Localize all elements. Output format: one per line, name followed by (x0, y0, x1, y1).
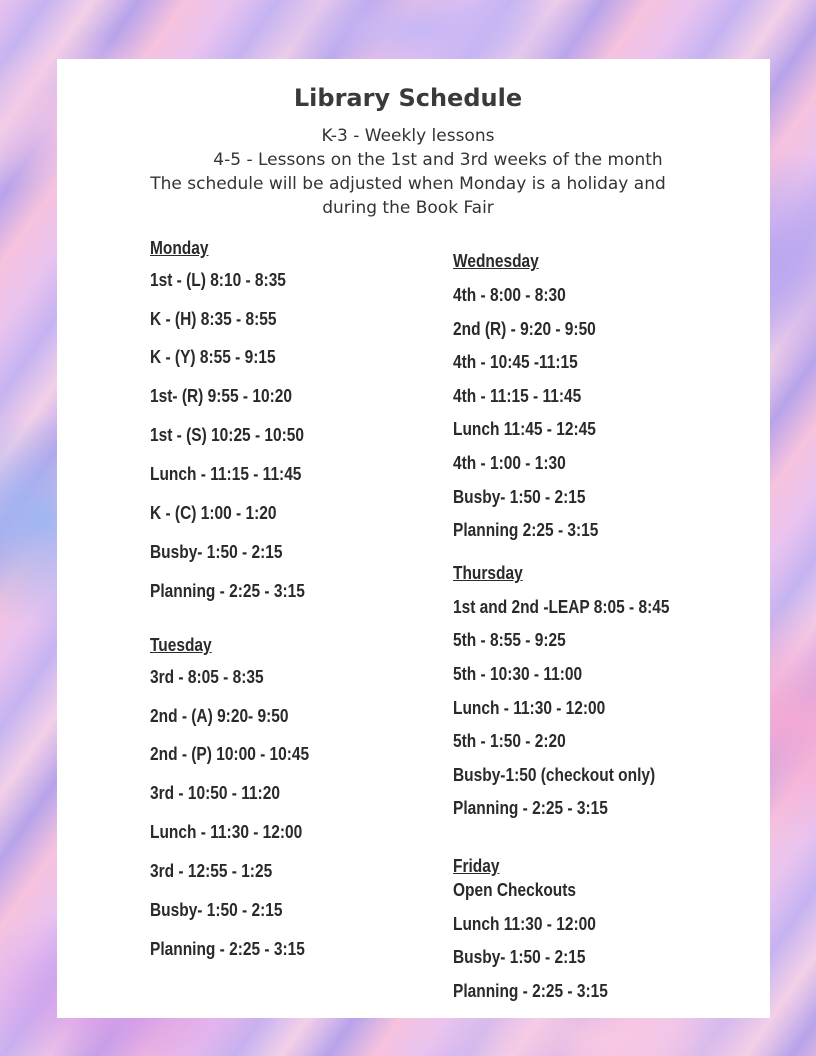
intro-line-holiday: The schedule will be adjusted when Monday is a holiday and (150, 174, 666, 194)
thursday-item: 5th - 1:50 - 2:20 (453, 731, 566, 751)
thursday-item: 1st and 2nd -LEAP 8:05 - 8:45 (453, 597, 670, 617)
wednesday-item: 4th - 8:00 - 8:30 (453, 285, 566, 305)
monday-item: 1st - (L) 8:10 - 8:35 (150, 270, 286, 290)
tuesday-heading: Tuesday (150, 635, 212, 655)
tuesday-item: 3rd - 10:50 - 11:20 (150, 783, 280, 803)
wednesday-item: Busby- 1:50 - 2:15 (453, 487, 586, 507)
monday-item: Planning - 2:25 - 3:15 (150, 581, 305, 601)
monday-item: Lunch - 11:15 - 11:45 (150, 464, 302, 484)
thursday-item: Busby-1:50 (checkout only) (453, 765, 656, 785)
friday-heading: Friday (453, 856, 500, 876)
wednesday-item: Lunch 11:45 - 12:45 (453, 419, 596, 439)
monday-item: 1st - (S) 10:25 - 10:50 (150, 425, 305, 445)
monday-item: Busby- 1:50 - 2:15 (150, 542, 283, 562)
tuesday-item: Planning - 2:25 - 3:15 (150, 939, 305, 959)
intro-line-bookfair: during the Book Fair (322, 198, 494, 218)
monday-item: K - (C) 1:00 - 1:20 (150, 503, 277, 523)
tuesday-item: 3rd - 12:55 - 1:25 (150, 861, 273, 881)
intro-line-45: 4-5 - Lessons on the 1st and 3rd weeks of the month (213, 150, 663, 170)
monday-item: K - (H) 8:35 - 8:55 (150, 309, 277, 329)
monday-heading: Monday (150, 238, 209, 258)
tuesday-item: Busby- 1:50 - 2:15 (150, 900, 283, 920)
friday-item: Open Checkouts (453, 880, 577, 900)
tuesday-item: 3rd - 8:05 - 8:35 (150, 667, 264, 687)
wednesday-item: 4th - 1:00 - 1:30 (453, 453, 566, 473)
wednesday-item: Planning 2:25 - 3:15 (453, 520, 599, 540)
thursday-item: Planning - 2:25 - 3:15 (453, 798, 608, 818)
intro-line-k3: K-3 - Weekly lessons (321, 126, 495, 146)
friday-item: Busby- 1:50 - 2:15 (453, 947, 586, 967)
thursday-item: 5th - 10:30 - 11:00 (453, 664, 583, 684)
thursday-heading: Thursday (453, 563, 523, 583)
monday-item: 1st- (R) 9:55 - 10:20 (150, 386, 292, 406)
wednesday-item: 4th - 11:15 - 11:45 (453, 386, 582, 406)
thursday-item: 5th - 8:55 - 9:25 (453, 630, 566, 650)
wednesday-heading: Wednesday (453, 251, 539, 271)
friday-item: Lunch 11:30 - 12:00 (453, 914, 596, 934)
friday-item: Planning - 2:25 - 3:15 (453, 981, 608, 1001)
thursday-item: Lunch - 11:30 - 12:00 (453, 698, 606, 718)
tuesday-item: 2nd - (P) 10:00 - 10:45 (150, 744, 310, 764)
tuesday-item: 2nd - (A) 9:20- 9:50 (150, 706, 289, 726)
page-title: Library Schedule (293, 84, 523, 112)
tuesday-item: Lunch - 11:30 - 12:00 (150, 822, 303, 842)
wednesday-item: 4th - 10:45 -11:15 (453, 352, 578, 372)
wednesday-item: 2nd (R) - 9:20 - 9:50 (453, 319, 596, 339)
monday-item: K - (Y) 8:55 - 9:15 (150, 347, 276, 367)
